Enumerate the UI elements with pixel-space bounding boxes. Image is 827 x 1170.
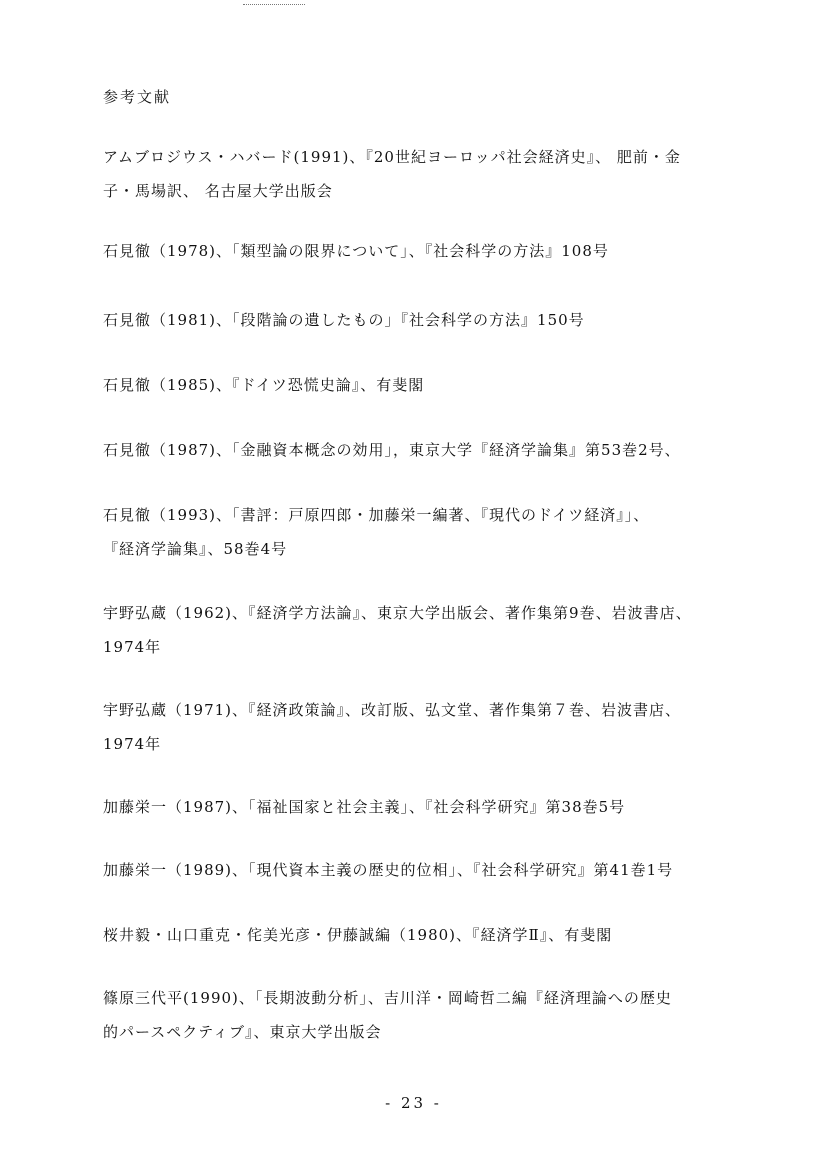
reference-entry	[103, 140, 793, 208]
reference-entry	[103, 303, 793, 337]
reference-entry	[103, 433, 793, 467]
reference-line: 『経済学論集』、58巻4号	[103, 540, 288, 558]
reference-entry	[103, 368, 793, 402]
scan-artifact-mark	[243, 4, 305, 7]
reference-line: 加藤栄一（1989)、「現代資本主義の歴史的位相」、『社会科学研究』第41巻1号	[103, 861, 674, 879]
reference-line: 桜井毅・山口重克・侘美光彦・伊藤誠編（1980)、『経済学Ⅱ』、有斐閣	[103, 926, 613, 944]
reference-entry	[103, 498, 793, 566]
reference-line: 石見徹（1985)、『ドイツ恐慌史論』、有斐閣	[103, 376, 425, 394]
reference-line: 的パースペクティブ』、東京大学出版会	[103, 1023, 382, 1041]
reference-line: 宇野弘蔵（1962)、『経済学方法論』、東京大学出版会、著作集第9巻、岩波書店、	[103, 604, 692, 622]
reference-line: 篠原三代平(1990)、「長期波動分析」、吉川洋・岡崎哲二編『経済理論への歴史	[103, 989, 672, 1007]
reference-entry	[103, 853, 793, 887]
reference-line: 石見徹（1978)、「類型論の限界について」、『社会科学の方法』108号	[103, 242, 609, 260]
reference-entry	[103, 693, 793, 761]
reference-entry	[103, 981, 793, 1049]
reference-line: 宇野弘蔵（1971)、『経済政策論』、改訂版、弘文堂、著作集第７巻、岩波書店、	[103, 701, 682, 719]
reference-line: 石見徹（1981)、「段階論の遺したもの」『社会科学の方法』150号	[103, 311, 585, 329]
references-heading: 参考文献	[103, 88, 172, 106]
reference-line: 1974年	[103, 638, 162, 656]
reference-line: 子・馬場訳、 名古屋大学出版会	[103, 182, 333, 200]
reference-line: 1974年	[103, 735, 162, 753]
reference-entry	[103, 234, 793, 268]
reference-entry	[103, 596, 793, 664]
reference-line: 加藤栄一（1987)、「福祉国家と社会主義」、『社会科学研究』第38巻5号	[103, 798, 626, 816]
reference-entry	[103, 790, 793, 824]
reference-line: 石見徹（1993)、「書評：戸原四郎・加藤栄一編著、『現代のドイツ経済』」、	[103, 506, 650, 524]
page-number: - 23 -	[385, 1094, 442, 1112]
reference-entry	[103, 918, 793, 952]
reference-line: 石見徹（1987)、「金融資本概念の効用」，東京大学『経済学論集』第53巻2号、	[103, 441, 681, 459]
reference-line: アムブロジウス・ハバード(1991)、『20世紀ヨーロッパ社会経済史』、 肥前・金	[103, 148, 681, 166]
